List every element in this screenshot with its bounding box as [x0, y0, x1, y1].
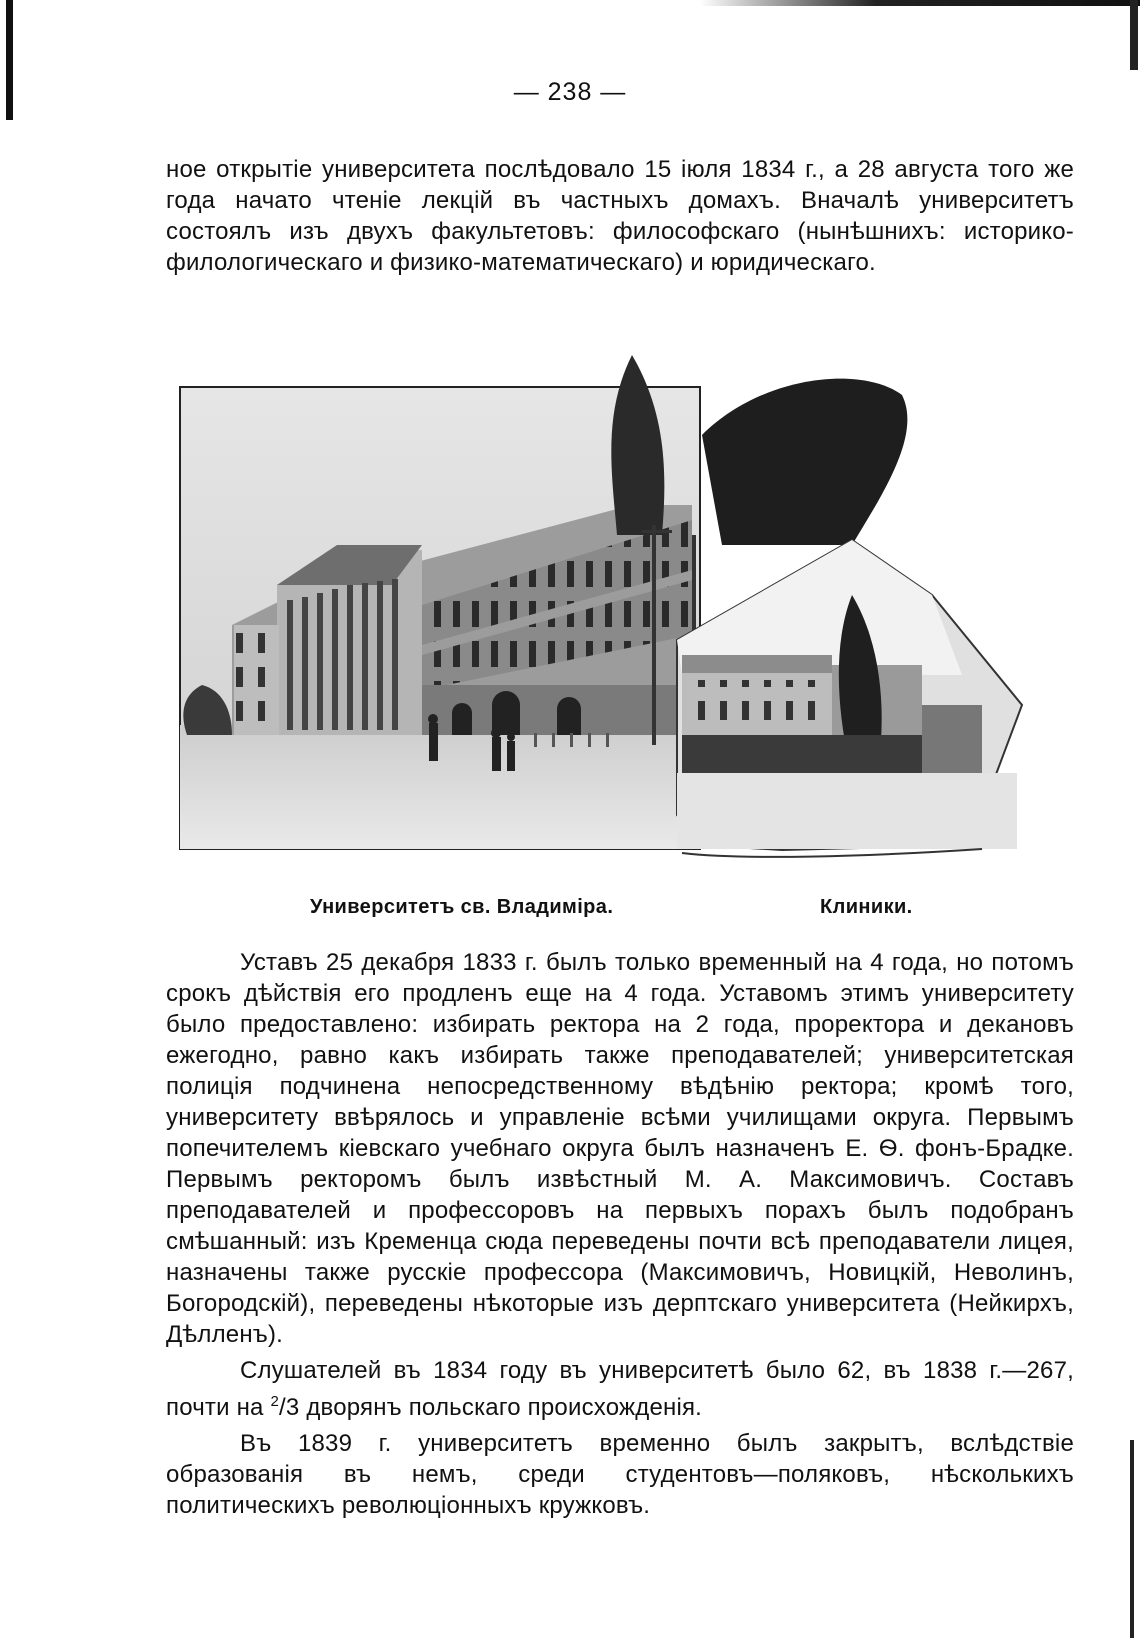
fraction-numerator: 2 — [270, 1393, 280, 1410]
scan-edge-right-bottom — [1130, 1440, 1134, 1638]
page-number: — 238 — — [513, 78, 627, 106]
fraction-denominator: /3 — [279, 1394, 300, 1421]
scan-edge-right — [1130, 0, 1138, 70]
body-text — [166, 947, 1074, 1521]
paragraph-3-after: дворянъ польскаго происхожденія. — [306, 1394, 703, 1421]
paragraph-1: ное открытіе университета послѣдовало 15 іюля 1834 г., а 28 августа того же года начато чтеніе лекцій въ частныхъ домахъ. Вначалѣ университетъ состоялъ изъ двухъ факультетовъ: философскаго (нынѣшнихъ: историко-филологическаго и физико-математическаго) и юридическаго. — [166, 156, 1074, 276]
paragraph-3-before: Слушателей въ 1834 году въ университетѣ было 62, въ 1838 г.—267, почти на — [166, 1357, 1074, 1421]
paragraph-intro — [166, 154, 1074, 278]
paragraph-2: Уставъ 25 декабря 1833 г. былъ только временный на 4 года, но потомъ срокъ дѣйствія его продленъ еще на 4 года. Уставомъ этимъ университету было предоставлено: избирать ректора на 2 года, проректора и декановъ ежегодно, равно какъ избирать также преподавателей; университетская полиція подчинена непосредственному вѣдѣнію ректора; кромѣ того, университету ввѣрялось и управленіе всѣми училищами округа. Первымъ попечителемъ кіевскаго учебнаго округа былъ назначенъ Е. Ѳ. фонъ-Брадке. Первымъ ректоромъ былъ извѣстный М. А. Максимовичъ. Составъ преподавателей и профессоровъ на первыхъ порахъ былъ подобранъ смѣшанный: изъ Кременца сюда переведены почти всѣ преподаватели лицея, назначены также русскіе профессора (Максимовичъ, Новицкій, Неволинъ, Богородскій), переведены нѣкоторые изъ дерптскаго университета (Нейкирхъ, Дѣлленъ). — [166, 949, 1074, 1348]
paragraph-4: Въ 1839 г. университетъ временно былъ закрытъ, вслѣдствіе образованія въ немъ, среди студентовъ—поляковъ, нѣсколькихъ политическихъ революціонныхъ кружковъ. — [166, 1430, 1074, 1519]
figure-caption-clinics: Клиники. — [820, 896, 913, 918]
figure-caption-university: Университетъ св. Владиміра. — [310, 896, 614, 918]
paragraph-3 — [166, 1355, 1074, 1423]
photo-illustration — [162, 355, 1068, 875]
university-photo — [162, 355, 1068, 875]
scan-edge-top — [700, 0, 1140, 6]
